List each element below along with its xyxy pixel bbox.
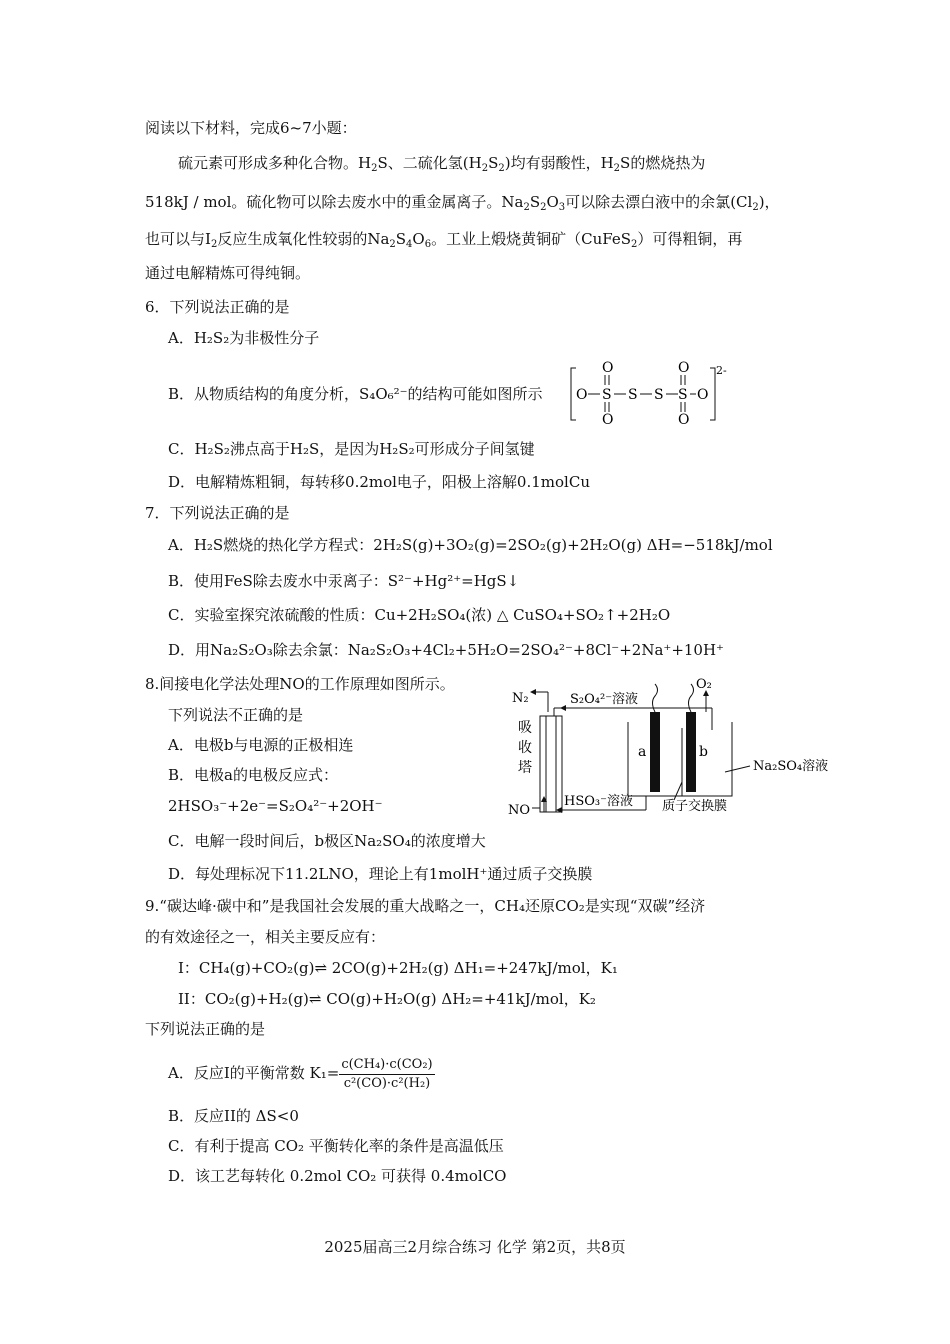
svg-text:S: S [678, 387, 688, 403]
q8-option-b: B．电极a的电极反应式： [168, 766, 338, 784]
electrode-a-label: a [638, 744, 647, 760]
q8-option-d: D．每处理标况下11.2LNO，理论上有1molH⁺通过质子交换膜 [168, 865, 593, 883]
na2so4-label: Na₂SO₄溶液 [753, 759, 829, 774]
q6-option-d: D．电解精炼粗铜，每转移0.2mol电子，阳极上溶解0.1molCu [168, 473, 590, 491]
material-line-2: 518kJ / mol。硫化物可以除去废水中的重金属离子。$Na_2S_2O_3$可以除去漂白液中的余氯$(Cl_2)$， [145, 193, 780, 213]
equilibrium-fraction: $\frac{\text{c(CH₄)·c(CO₂)}}{\text{c²(CO)·c²(H₂)}}$ [341, 1056, 433, 1091]
svg-text:O: O [678, 412, 690, 428]
q8-stem: 8.间接电化学法处理NO的工作原理如图所示。 [145, 675, 455, 693]
s4o6-structure-diagram [568, 358, 733, 430]
q9-sub: 下列说法正确的是 [145, 1020, 266, 1038]
no-label: NO [508, 803, 531, 818]
material-line-1: 硫元素可形成多种化合物。$H_2S$、二硫化氢$(H_2S_2)$均有弱酸性，$H_2S$的燃烧热为 [178, 154, 706, 174]
q7-option-c: C．实验室探究浓硫酸的性质：Cu+2H₂SO₄(浓) △ CuSO₄+SO₂↑+2H₂O [168, 606, 671, 624]
svg-text:S: S [602, 387, 612, 403]
q9-option-d: D．该工艺每转化 0.2mol CO₂ 可获得 0.4molCO [168, 1167, 507, 1185]
o2-label: O₂ [696, 677, 712, 692]
q8-option-b-eq: 2HSO₃⁻+2e⁻=S₂O₄²⁻+2OH⁻ [168, 797, 383, 815]
intro: 阅读以下材料，完成6~7小题： [145, 119, 357, 137]
tower-char-2: 收 [518, 740, 532, 756]
electrode-b-label: b [699, 744, 708, 760]
svg-text:O: O [602, 412, 614, 428]
q6-option-b: B．从物质结构的角度分析，S₄O₆²⁻的结构可能如图所示 [168, 385, 543, 403]
bottom-flow-label: HSO₃⁻溶液 [564, 794, 633, 809]
page-footer: 2025届高三2月综合练习 化学 第2页，共8页 [324, 1238, 626, 1256]
q9-option-c: C．有利于提高 CO₂ 平衡转化率的条件是高温低压 [168, 1137, 504, 1155]
q8-option-c: C．电解一段时间后，b极区Na₂SO₄的浓度增大 [168, 832, 486, 850]
material-line-3: 也可以与$I_2$反应生成氧化性较弱的$Na_2S_4O_6$。工业上煅烧黄铜矿（CuFeS$_2$）可得粗铜，再 [145, 230, 743, 250]
q7-option-d: D．用Na₂S₂O₃除去余氯：Na₂S₂O₃+4Cl₂+5H₂O=2SO₄²⁻+8Cl⁻+2Na⁺+10H⁺ [168, 641, 724, 659]
q8-sub: 下列说法不正确的是 [168, 706, 304, 724]
top-flow-label: S₂O₄²⁻溶液 [570, 692, 639, 707]
svg-text:O: O [602, 360, 614, 376]
svg-text:S: S [654, 387, 664, 403]
q6-option-a: A．H₂S₂为非极性分子 [168, 329, 320, 347]
q7-option-b: B．使用FeS除去废水中汞离子：S²⁻+Hg²⁺=HgS↓ [168, 572, 520, 590]
n2-label: N₂ [512, 691, 529, 706]
tower-char-3: 塔 [518, 760, 532, 776]
q8-option-a: A．电极b与电源的正极相连 [168, 736, 354, 754]
tower-char-1: 吸 [518, 720, 532, 736]
q9-option-b: B．反应II的 ΔS<0 [168, 1107, 299, 1125]
q7-option-a: A．H₂S燃烧的热化学方程式：2H₂S(g)+3O₂(g)=2SO₂(g)+2H₂O(g) ΔH=−518kJ/mol [168, 536, 773, 554]
q9-reaction-2: II：CO₂(g)+H₂(g)⇌ CO(g)+H₂O(g) ΔH₂=+41kJ/mol，K₂ [178, 990, 596, 1008]
svg-text:O: O [697, 387, 709, 403]
svg-text:O: O [678, 360, 690, 376]
material-line-4: 通过电解精炼可得纯铜。 [145, 264, 311, 282]
svg-text:O: O [576, 387, 588, 403]
svg-text:S: S [628, 387, 638, 403]
svg-text:2-: 2- [716, 364, 727, 377]
q6-stem: 6．下列说法正确的是 [145, 298, 290, 316]
q9-stem-2: 的有效途径之一，相关主要反应有： [145, 928, 386, 946]
membrane-label: 质子交换膜 [662, 799, 728, 814]
q6-option-c: C．H₂S₂沸点高于H₂S，是因为H₂S₂可形成分子间氢键 [168, 440, 535, 458]
q7-stem: 7．下列说法正确的是 [145, 504, 290, 522]
q9-reaction-1: I：CH₄(g)+CO₂(g)⇌ 2CO(g)+2H₂(g) ΔH₁=+247kJ/mol，K₁ [178, 959, 618, 977]
q9-option-a: A．反应I的平衡常数 K₁= $\frac{\text{c(CH₄)·c(CO₂)}}{\text{c²(CO)·c²(H₂)}}$ [168, 1056, 433, 1091]
electrolysis-diagram [500, 672, 829, 822]
q9-stem-1: 9.“碳达峰·碳中和”是我国社会发展的重大战略之一，CH₄还原CO₂是实现“双碳”经济 [145, 897, 706, 915]
